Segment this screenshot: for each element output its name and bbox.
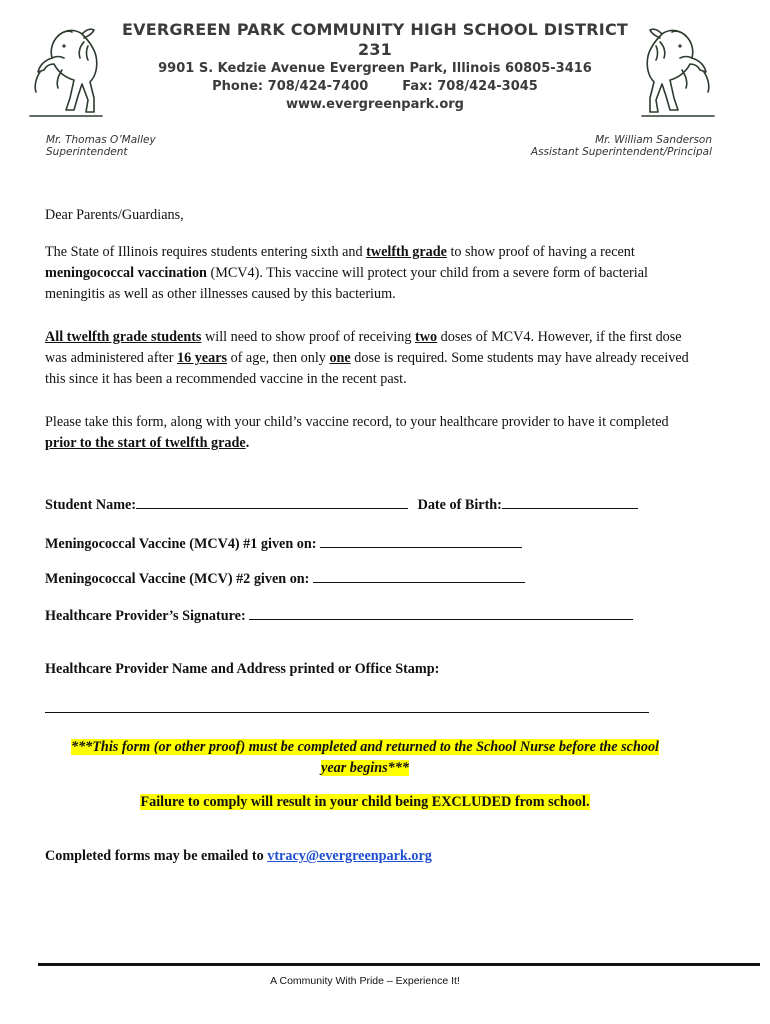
- website: www.evergreenpark.org: [286, 97, 464, 112]
- provider-stamp-line[interactable]: [45, 712, 649, 713]
- return-notice-line1: ***This form (or other proof) must be completed and returned to the School Nurse before the school: [70, 739, 659, 755]
- provider-row: [45, 661, 439, 678]
- student-name-row: [45, 494, 638, 514]
- email-prefix: Completed forms may be emailed to: [45, 848, 268, 864]
- superintendent-name: Mr. Thomas O’Malley: [46, 134, 156, 146]
- p1-emphasis-vaccination: meningococcal vaccination: [45, 265, 207, 281]
- phone-number: Phone: 708/424-7400: [212, 79, 369, 94]
- p2-emphasis-one: one: [329, 350, 351, 366]
- dose2-label: Meningococcal Vaccine (MCV) #2 given on:: [45, 571, 310, 587]
- p1-text-e: (MCV4). This vaccine will protect your child from a severe form of bacterial meningitis as well as other illnesses caused by this bacterium.: [45, 265, 648, 302]
- p2-emphasis-all-students: All twelfth grade students: [45, 329, 202, 345]
- fax-number: Fax: 708/424-3045: [402, 79, 538, 94]
- contact-line: [110, 78, 640, 96]
- principal-block: [531, 134, 712, 158]
- footer-divider: [38, 963, 760, 966]
- exclusion-notice-text: Failure to comply will result in your child being EXCLUDED from school.: [140, 794, 590, 810]
- p2-text-h: dose is required. Some students may have already received this since it has been a recommended vaccine in the recent past.: [45, 350, 689, 387]
- dose2-row: [45, 568, 525, 588]
- mustang-logo-left-icon: [22, 20, 110, 120]
- p1-emphasis-twelfth-grade: twelfth grade: [366, 244, 447, 260]
- p2-emphasis-16-years: 16 years: [176, 350, 228, 366]
- dob-label: Date of Birth:: [417, 497, 502, 513]
- student-name-input-line[interactable]: [136, 494, 408, 509]
- p1-text-c: to show proof of having a recent: [446, 244, 635, 260]
- paragraph-instructions: [45, 412, 695, 454]
- letterhead-text: [110, 20, 640, 114]
- signature-input-line[interactable]: [249, 605, 633, 620]
- dose1-label: Meningococcal Vaccine (MCV4) #1 given on:: [45, 536, 317, 552]
- paragraph-requirement: [45, 242, 695, 305]
- p3-text-c: .: [245, 435, 250, 451]
- student-name-label: Student Name:: [45, 497, 137, 513]
- footer-motto: A Community With Pride – Experience It!: [270, 975, 460, 987]
- dob-input-line[interactable]: [502, 494, 638, 509]
- provider-label: Healthcare Provider Name and Address printed or Office Stamp:: [45, 661, 440, 677]
- dose1-input-line[interactable]: [320, 533, 522, 548]
- dose1-row: [45, 533, 522, 553]
- signature-row: [45, 605, 633, 625]
- p2-emphasis-two: two: [415, 329, 438, 345]
- principal-title: Assistant Superintendent/Principal: [530, 146, 712, 158]
- p3-emphasis-deadline: prior to the start of twelfth grade: [45, 435, 246, 451]
- superintendent-title: Superintendent: [46, 146, 128, 158]
- exclusion-notice: [45, 792, 685, 813]
- district-name: EVERGREEN PARK COMMUNITY HIGH SCHOOL DISTRICT 231: [121, 20, 629, 59]
- p2-text-d: doses of MCV4. However, if the first dose was administered after: [45, 329, 682, 366]
- email-row: [45, 848, 432, 865]
- paragraph-doses: [45, 327, 695, 390]
- district-address: 9901 S. Kedzie Avenue Evergreen Park, Illinois 60805-3416: [158, 61, 592, 76]
- greeting: Dear Parents/Guardians,: [45, 207, 184, 223]
- p2-text-b: will need to show proof of receiving: [201, 329, 415, 345]
- signature-label: Healthcare Provider’s Signature:: [45, 608, 246, 624]
- p1-text-a: The State of Illinois requires students entering sixth and: [45, 244, 367, 260]
- return-notice-line2: year begins***: [321, 760, 409, 776]
- nurse-email-link[interactable]: vtracy@evergreenpark.org: [267, 848, 432, 864]
- p2-text-f: of age, then only: [227, 350, 330, 366]
- mustang-logo-right-icon: [634, 20, 722, 120]
- return-notice: [45, 737, 685, 779]
- principal-name: Mr. William Sanderson: [595, 134, 712, 146]
- superintendent-block: [46, 134, 156, 158]
- dose2-input-line[interactable]: [313, 568, 525, 583]
- letterhead: [0, 0, 770, 130]
- p3-text-a: Please take this form, along with your child’s vaccine record, to your healthcare provider to have it completed: [45, 414, 669, 430]
